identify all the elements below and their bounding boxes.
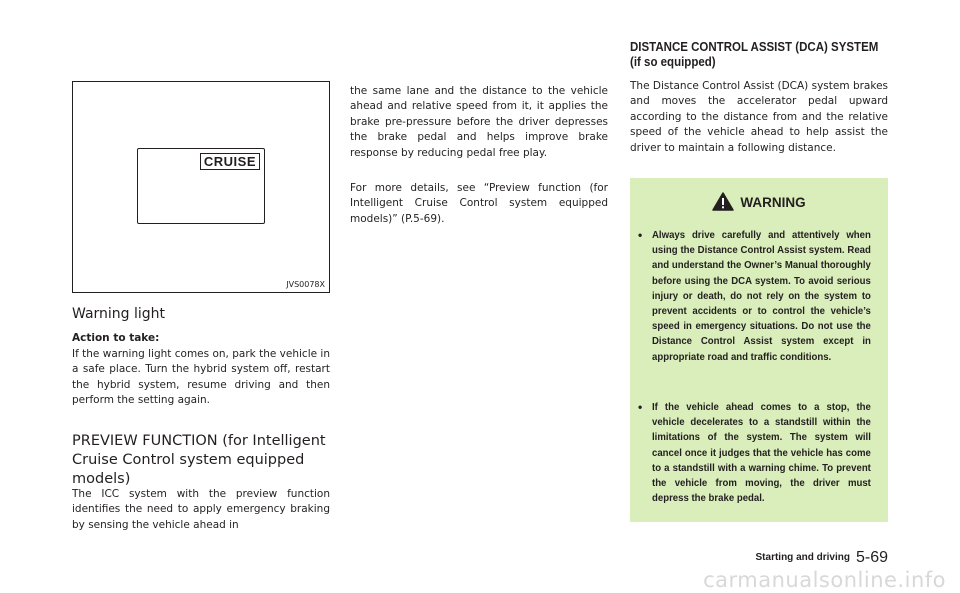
figure-code: JVS0078X (286, 280, 325, 289)
bullet-marker: • (638, 228, 643, 242)
dca-heading (630, 40, 878, 70)
warning-item: If the vehicle ahead comes to a stop, the vehicle decelerates to a standstill within the limitations of the system. The system will cancel once it judges that the vehicle has come to a standstill with a warning chime. To prevent the vehicle from moving, the driver must depress the brake pedal. (652, 402, 871, 505)
warning-light-heading: Warning light (72, 306, 166, 322)
warning-item: Always drive carefully and attentively when using the Distance Control Assist system. Read and understand the Owner’s Manual thoroughly before using the DCA system. To avoid serious injury or death, do not rely on the system to prevent accidents or to control the vehicle’s speed in emergency situations. Do not use the Distance Control Assist system except in appropriate road and traffic conditions. (652, 230, 871, 363)
dca-paragraph: The Distance Control Assist (DCA) system brakes and moves the accelerator pedal upward according to the distance from and the relative speed of the vehicle ahead to help assist the driver to maintain a following distance. (630, 80, 888, 154)
details-reference-paragraph: For more details, see “Preview function (for Intelligent Cruise Control system equipped models)” (P.5-69). (350, 182, 608, 225)
warning-title: WARNING (740, 195, 806, 210)
cruise-indicator-label: CRUISE (200, 153, 260, 170)
meter-display-illustration (137, 148, 265, 224)
cruise-indicator-figure (72, 81, 330, 293)
action-to-take-label: Action to take: (72, 332, 160, 344)
watermark: carmanualsonline.info (703, 568, 946, 592)
preview-paragraph-continued: the same lane and the distance to the vehicle ahead and relative speed from it, it applies the brake pre-pressure before the driver depresses the brake pedal and helps improve brake response by reducing pedal free play. (350, 85, 608, 159)
dca-heading-line1: DISTANCE CONTROL ASSIST (DCA) SYSTEM (630, 40, 879, 54)
bullet-marker: • (638, 400, 643, 414)
preview-function-heading: PREVIEW FUNCTION (for Intelligent Cruise Control system equipped models) (72, 433, 326, 487)
page-footer (756, 549, 888, 567)
warning-box (630, 178, 888, 522)
page-number: 5-69 (855, 549, 888, 566)
dca-heading-line2: (if so equipped) (630, 55, 716, 69)
preview-paragraph-start: The ICC system with the preview function identifies the need to apply emergency braking by sensing the vehicle ahead in (72, 488, 330, 531)
section-name: Starting and driving (755, 552, 850, 563)
warning-triangle-icon (712, 192, 734, 211)
action-paragraph: If the warning light comes on, park the vehicle in a safe place. Turn the hybrid system off, restart the hybrid system, resume driving and then perform the setting again. (72, 348, 330, 407)
warning-header (630, 192, 888, 212)
